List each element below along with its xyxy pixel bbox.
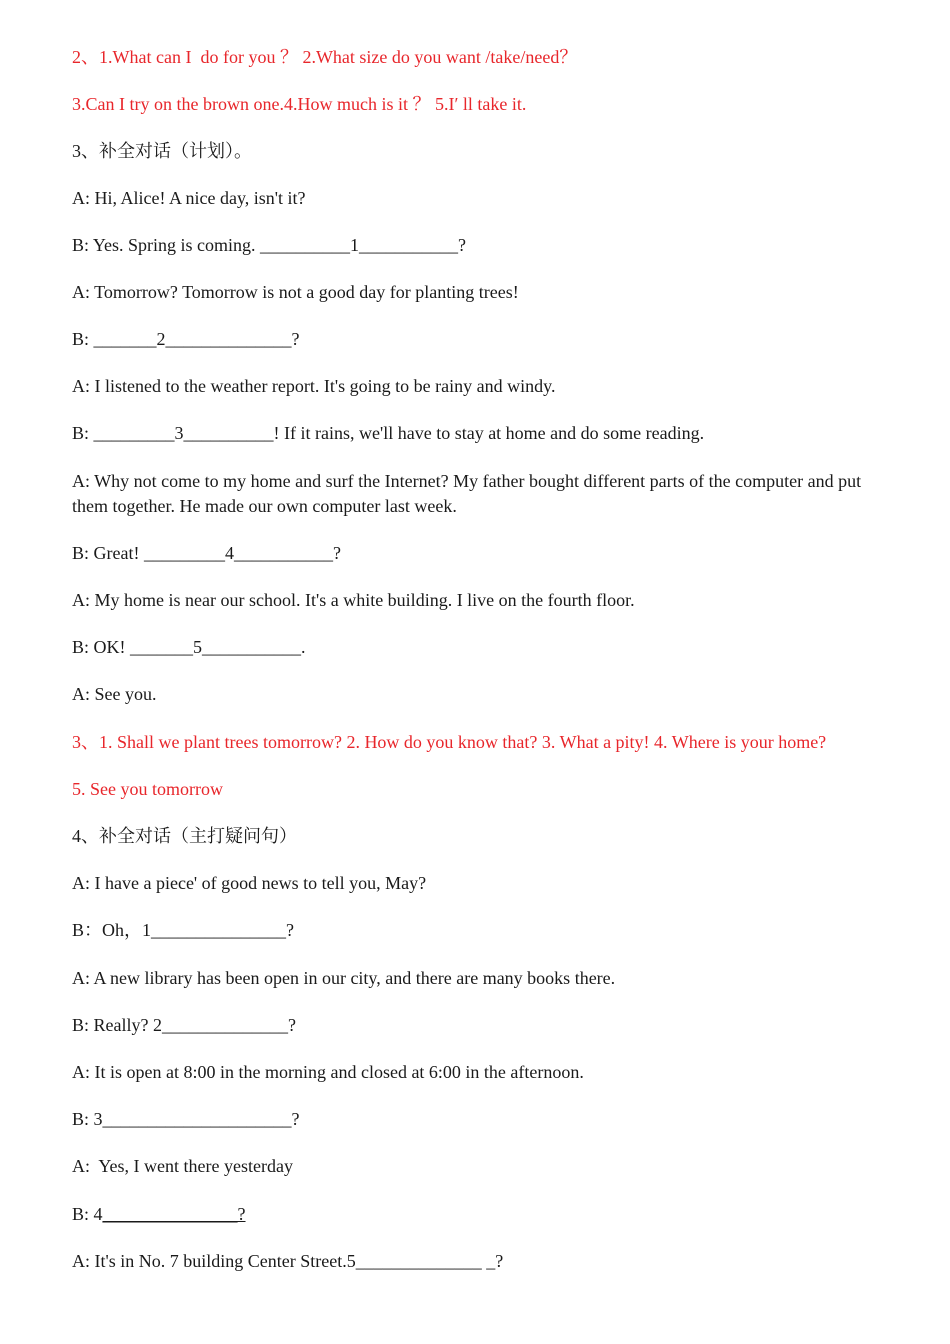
dialogue-3-line-1: A: Hi, Alice! A nice day, isn't it?: [72, 188, 306, 208]
dialogue-4-line-7: A: Yes, I went there yesterday: [72, 1156, 293, 1176]
dialogue-3-line-9: A: My home is near our school. It's a white building. I live on the fourth floor.: [72, 590, 635, 610]
answer-key-2-line-2: 3.Can I try on the brown one.4.How much is it ？ 5.I′ ll take it.: [72, 94, 527, 114]
dialogue-4-line-9: A: It's in No. 7 building Center Street.5______________ _?: [72, 1251, 504, 1271]
dialogue-4-line-4: B: Really? 2______________?: [72, 1015, 296, 1035]
dialogue-4-line-3: A: A new library has been open in our city, and there are many books there.: [72, 968, 616, 988]
dialogue-4-line-5: A: It is open at 8:00 in the morning and closed at 6:00 in the afternoon.: [72, 1062, 584, 1082]
dialogue-3-line-4: B: _______2______________?: [72, 329, 300, 349]
dialogue-4-line-2: B：Oh，1_______________?: [72, 920, 294, 940]
section-3-heading: 3、补全对话（计划）。: [72, 141, 252, 161]
dialogue-4-line-8-text: B: 4: [72, 1204, 103, 1224]
dialogue-3-line-8: B: Great! _________4___________?: [72, 543, 341, 563]
dialogue-4-line-1: A: I have a piece' of good news to tell you, May?: [72, 873, 427, 893]
answer-key-2-line-1: 2、1.What can I do for you ？ 2.What size do you want /take/need？: [72, 47, 578, 67]
dialogue-3-line-5: A: I listened to the weather report. It's going to be rainy and windy.: [72, 376, 556, 396]
dialogue-3-line-11: A: See you.: [72, 684, 157, 704]
dialogue-4-line-8-blank: _______________?: [102, 1204, 246, 1224]
dialogue-3-line-10: B: OK! _______5___________.: [72, 637, 306, 657]
dialogue-3-line-6: B: _________3__________! If it rains, we'll have to stay at home and do some reading.: [72, 423, 705, 443]
dialogue-4-line-6: B: 3_____________________?: [72, 1109, 300, 1129]
dialogue-4-line-8: [72, 1202, 882, 1227]
dialogue-3-line-3: A: Tomorrow? Tomorrow is not a good day for planting trees!: [72, 282, 519, 302]
answer-key-3-line-2: 5. See you tomorrow: [72, 779, 223, 799]
dialogue-3-line-7: A: Why not come to my home and surf the Internet? My father bought different parts of the computer and put them together. He made our own computer last week.: [72, 471, 866, 516]
section-4-heading: 4、补全对话（主打疑问句）: [72, 826, 297, 846]
answer-key-3-line-1: 3、1. Shall we plant trees tomorrow? 2. How do you know that? 3. What a pity! 4. Where is your home?: [72, 732, 827, 752]
dialogue-3-line-2: B: Yes. Spring is coming. __________1___________?: [72, 235, 467, 255]
